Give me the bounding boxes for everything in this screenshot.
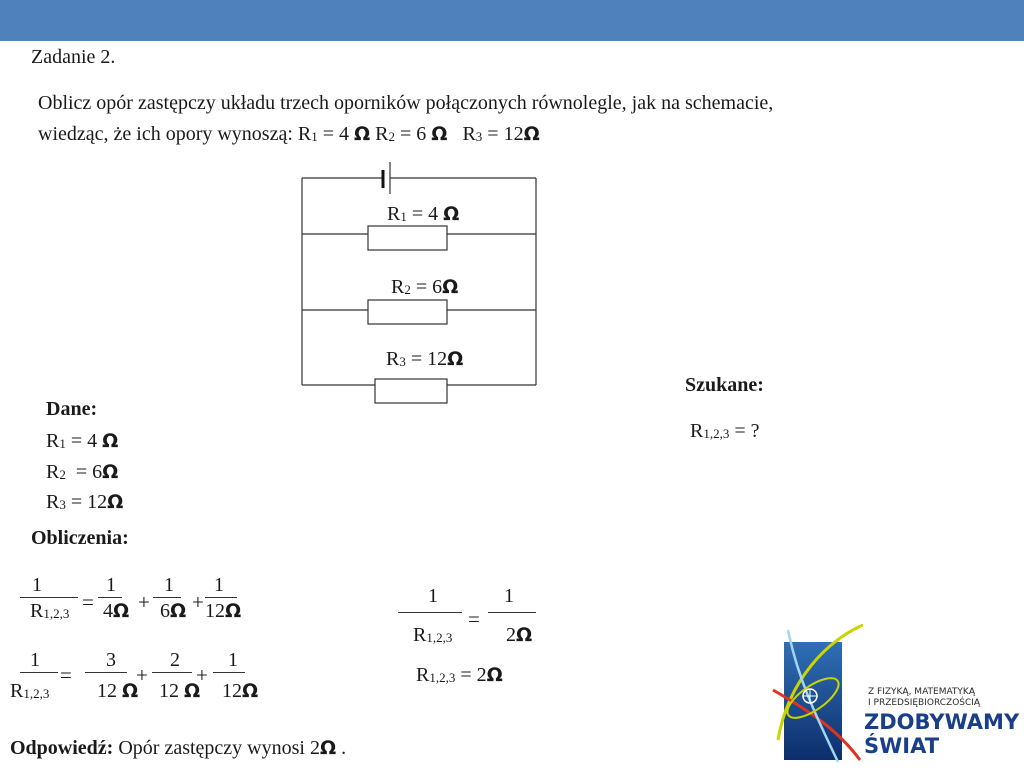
result-line: $R_{1,2,3} = 2\Omega$ xyxy=(416,664,503,686)
omega-symbol: Ω xyxy=(431,123,448,145)
task-text-line1: Oblicz opór zastępczy układu trzech oporników połączonych równolegle, jak na schemacie, xyxy=(38,92,774,114)
task-title: Zadanie 2. xyxy=(31,46,116,68)
omega-symbol: Ω xyxy=(242,680,259,702)
resistor-r2 xyxy=(368,300,447,324)
task-text-line2: wiedząc, że ich opory wynoszą: $R_1 = 4$ Ω $R_2 = 6$ Ω $R_3 = 12\Omega$ xyxy=(38,123,540,145)
dane-heading: Dane: xyxy=(46,398,98,420)
logo-emblem xyxy=(768,620,868,765)
resistor-r3 xyxy=(375,379,447,403)
omega-symbol: Ω xyxy=(354,123,371,145)
szukane-heading: Szukane: xyxy=(685,374,764,396)
answer-label: Odpowiedź: xyxy=(10,737,114,759)
dane-item-r2: $R_2 = 6\Omega$ xyxy=(46,461,119,483)
omega-symbol: Ω xyxy=(319,737,337,759)
answer-line: Odpowiedź: Opór zastępczy wynosi 2Ω . xyxy=(10,737,347,759)
resistor-r1 xyxy=(368,226,447,250)
omega-symbol: Ω xyxy=(442,276,459,298)
circuit-label-r2: $R_2 = 6\Omega$ xyxy=(391,276,459,298)
obliczenia-heading: Obliczenia: xyxy=(31,527,129,549)
omega-symbol: Ω xyxy=(102,430,119,452)
dane-item-r3: $R_3 = 12\Omega$ xyxy=(46,491,124,513)
omega-symbol: Ω xyxy=(102,461,119,483)
omega-symbol: Ω xyxy=(443,203,460,225)
szukane-item: $R_{1,2,3}$ = ? xyxy=(690,420,760,442)
logo-title: ZDOBYWAMY ŚWIAT xyxy=(864,710,1020,758)
omega-symbol: Ω xyxy=(184,680,201,702)
omega-symbol: Ω xyxy=(113,600,130,622)
omega-symbol: Ω xyxy=(486,664,503,686)
dane-item-r1: $R_1 = 4$ Ω xyxy=(46,430,119,452)
header-bar xyxy=(0,0,1024,41)
omega-symbol: Ω xyxy=(170,600,187,622)
omega-symbol: Ω xyxy=(523,123,540,145)
circuit-label-r3: $R_3 = 12\Omega$ xyxy=(386,348,464,370)
circuit-label-r1: $R_1 = 4$ Ω xyxy=(387,203,460,225)
omega-symbol: Ω xyxy=(225,600,242,622)
logo-tagline: Z FIZYKĄ, MATEMATYKĄ I PRZEDSIĘBIORCZOŚCIĄ xyxy=(868,687,981,708)
omega-symbol: Ω xyxy=(516,624,533,646)
omega-symbol: Ω xyxy=(122,680,139,702)
omega-symbol: Ω xyxy=(107,491,124,513)
omega-symbol: Ω xyxy=(447,348,464,370)
